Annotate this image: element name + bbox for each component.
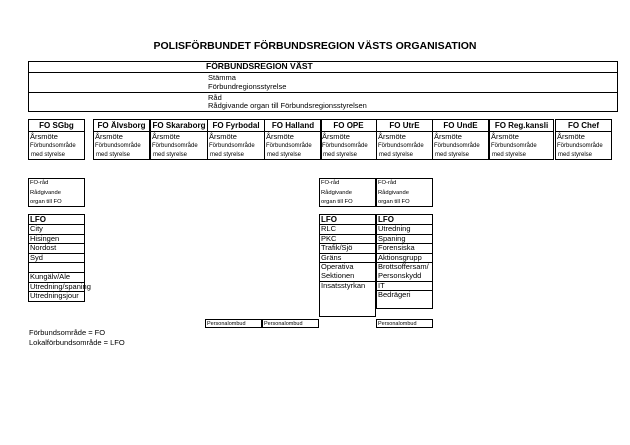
list-item: Insatsstyrkan [321,280,366,290]
fo-column [150,119,208,160]
fo-line2: Förbundsområde [30,143,76,149]
list-item: Aktionsgrupp [377,254,432,264]
fo-line3: med styrelse [558,152,593,158]
list-item: Utredning [377,225,432,235]
fo-column [489,119,554,160]
personalombud-box [205,319,262,328]
fo-line1: Årsmöte [266,132,294,141]
fo-line2: Förbundsområde [322,143,368,149]
fo-line3: med styrelse [267,152,302,158]
list-item: Gräns [320,254,375,264]
lfo-list-utre [376,214,433,309]
fo-line1: Årsmöte [434,132,462,141]
region-block [28,61,618,112]
fo-rad-line1: FO-råd [321,180,340,186]
list-item: Syd [29,254,84,264]
legend-fo: Förbundsområde = FO [29,328,106,337]
personalombud-box [262,319,319,328]
fo-rad-line1: FO-råd [30,180,49,186]
fo-line3: med styrelse [96,152,131,158]
fo-columns [28,119,612,160]
lfo-list-ope [319,214,376,317]
lfo-header: LFO [320,215,375,225]
fo-name: FO Halland [265,120,321,132]
fo-name: FO Fyrbodal [208,120,264,132]
fo-rad-line2: Rådgivande [321,189,352,196]
list-item: Nordost [29,244,84,254]
list-item: Trafik/Sjö [320,244,375,254]
fo-rad-box [376,178,433,207]
fo-rad-line3: organ till FO [321,199,353,205]
stamma-row [29,73,617,93]
rad-label: Råd [208,93,222,102]
list-item: IT [377,282,432,292]
fo-column [93,119,150,160]
fo-name: FO Reg.kansli [490,120,553,132]
fo-line2: Förbundsområde [209,143,255,149]
fo-name: FO SGbg [29,120,84,132]
fo-line1: Årsmöte [491,132,519,141]
list-item: Utredning/spaning [30,281,91,291]
legend-lfo: Lokalförbundsområde = LFO [29,338,125,347]
personalombud-box [376,319,433,328]
rad-desc: Rådgivande organ till Förbundsregionsstyrelsen [208,101,367,110]
fo-line1: Årsmöte [209,132,237,141]
fo-line1: Årsmöte [152,132,180,141]
list-item: City [29,225,84,235]
stamma-desc: Förbundregionsstyrelse [208,82,287,91]
fo-line2: Förbundsområde [557,143,603,149]
fo-name: FO OPE [321,120,376,132]
fo-line3: med styrelse [210,152,245,158]
fo-rad-line1: FO-råd [378,180,397,186]
fo-rad-line3: organ till FO [378,199,410,205]
personalombud-label: Personalombud [207,321,246,327]
fo-name: FO Älvsborg [94,120,149,132]
fo-column [207,119,265,160]
fo-line1: Årsmöte [557,132,585,141]
list-item: Brottsoffersam/ [378,262,429,272]
fo-name: FO Skaraborg [152,121,206,130]
fo-line3: med styrelse [492,152,527,158]
fo-line2: Förbundsområde [434,143,480,149]
personalombud-label: Personalombud [378,321,417,327]
fo-column [320,119,377,160]
list-item: Bedrägeri [378,290,411,300]
fo-line1: Årsmöte [95,132,123,141]
fo-column [432,119,489,160]
fo-line2: Förbundsområde [152,143,198,149]
fo-line3: med styrelse [379,152,414,158]
fo-name: FO UndE [433,120,488,132]
list-item: RLC [320,225,375,235]
lfo-list-sgbg [28,214,91,302]
list-item: Operativa [321,262,354,272]
stamma-label: Stämma [208,73,236,82]
fo-name: FO Chef [556,120,611,132]
fo-rad-line2: Rådgivande [30,189,61,196]
lfo-header: LFO [29,215,84,225]
fo-line3: med styrelse [31,152,66,158]
region-name: FÖRBUNDSREGION VÄST [206,61,313,71]
rad-row [29,93,617,111]
list-item: Personskydd [377,272,432,282]
fo-name: FO UtrE [377,120,432,132]
personalombud-label: Personalombud [264,321,303,327]
fo-line1: Årsmöte [30,132,58,141]
fo-line1: Årsmöte [378,132,406,141]
fo-column [376,119,433,160]
fo-line2: Förbundsområde [95,143,141,149]
list-item: Kungälv/Ale [29,273,84,283]
fo-column [555,119,612,160]
list-item: Hisingen [29,235,84,245]
fo-column [28,119,85,160]
fo-line2: Förbundsområde [378,143,424,149]
fo-line3: med styrelse [153,152,188,158]
fo-line3: med styrelse [435,152,470,158]
list-item: Spaning [377,235,432,245]
list-item: Utredningsjour [30,291,79,301]
fo-rad-box [28,178,85,207]
fo-line2: Förbundsområde [266,143,312,149]
list-item: Sektionen [320,272,375,282]
fo-rad-line3: organ till FO [30,199,62,205]
page-title: POLISFÖRBUNDET FÖRBUNDSREGION VÄSTS ORGANISATION [153,40,477,52]
fo-rad-box [319,178,376,207]
list-item: Forensiska [377,244,432,254]
fo-line1: Årsmöte [322,132,350,141]
list-item: PKC [320,235,375,245]
lfo-header: LFO [377,215,432,225]
fo-line3: med styrelse [323,152,358,158]
fo-rad-line2: Rådgivande [378,189,409,196]
region-header [29,62,617,73]
fo-column [264,119,322,160]
fo-line2: Förbundsområde [491,143,537,149]
